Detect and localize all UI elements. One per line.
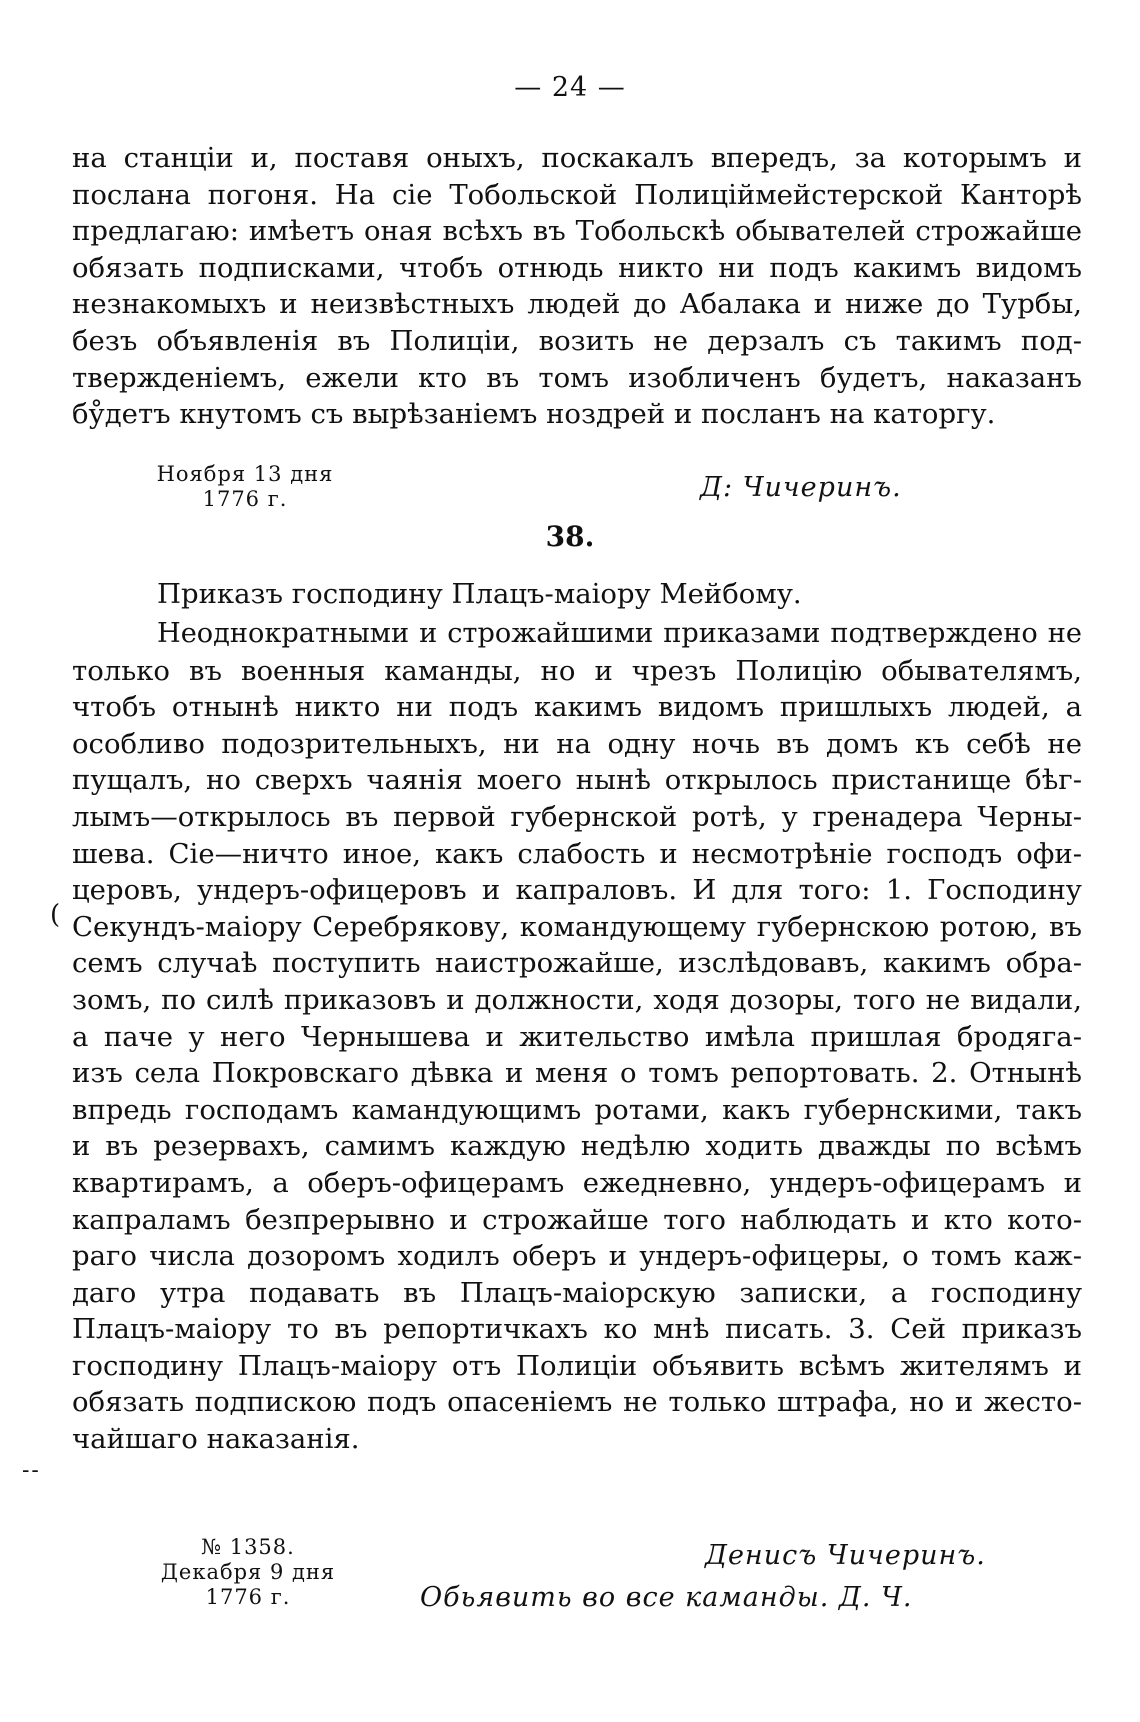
text-line: лымъ—открылось въ первой губернской ротѣ, у гренадера Черны- — [72, 800, 1082, 833]
text-line: чайшаго наказанія. — [72, 1423, 360, 1456]
text-line: раго числа дозоромъ ходилъ оберъ и ундеръ-офицеры, о томъ каж- — [72, 1240, 1082, 1273]
text-line: послана погоня. На сіе Тобольской Полицiймейстерской Канторѣ — [72, 178, 1082, 211]
text-line: особливо подозрительныхъ, ни на одну ночь въ домъ къ себѣ не — [72, 727, 1082, 760]
text-line: чтобъ отнынѣ никто ни подъ какимъ видомъ пришлыхъ людей, а — [72, 691, 1082, 724]
text-line: капраламъ безпрерывно и строжайше того наблюдать и кто кото- — [72, 1203, 1082, 1236]
margin-mark: -- — [22, 1458, 41, 1483]
text-line: Плацъ-маіору то въ репортичкахъ ко мнѣ писать. 3. Сей приказъ — [72, 1313, 1082, 1346]
text-line: изъ села Покровскаго дѣвка и меня о томъ репортовать. 2. Отнынѣ — [72, 1057, 1082, 1090]
date-line: Декабря 9 дня — [160, 1560, 336, 1584]
date-block-2 — [148, 1535, 348, 1610]
date-line: Ноября 13 дня — [156, 462, 334, 486]
text-line: и въ резервахъ, самимъ каждую недѣлю ходить дважды по всѣмъ — [72, 1130, 1082, 1163]
text-line: господину Плацъ-маіору отъ Полиціи объявить всѣмъ жителямъ и — [72, 1349, 1082, 1382]
text-line: Неоднократными и строжайшими приказами подтверждено не — [157, 618, 1082, 649]
text-line: церовъ, ундеръ-офицеровъ и капраловъ. И для того: 1. Господину — [72, 874, 1082, 907]
date-line: 1776 г. — [205, 1585, 291, 1609]
page-number: — 24 — — [514, 72, 626, 103]
text-line: предлагаю: имѣетъ оная всѣхъ въ Тобольскѣ обывателей строжайше — [72, 215, 1082, 248]
text-line: квартирамъ, а оберъ-офицерамъ ежедневно, ундеръ-офицерамъ и — [72, 1166, 1082, 1199]
signature-2: Денисъ Чичеринъ. — [705, 1540, 986, 1571]
text-line: семъ случаѣ поступить наистрожайше, изслѣдовавъ, какимъ обра- — [72, 947, 1082, 980]
text-line: обязать подпискою подъ опасеніемъ не только штрафа, но и жесто- — [72, 1386, 1082, 1419]
text-line: незнакомыхъ и неизвѣстныхъ людей до Абалака и ниже до Турбы, — [72, 288, 1082, 321]
document-number: 38. — [545, 520, 595, 553]
text-line: на станціи и, поставя оныхъ, поскакалъ впередъ, за которымъ и — [72, 142, 1082, 174]
text-line: впредь господамъ камандующимъ ротами, какъ губернскими, такъ — [72, 1093, 1082, 1126]
text-line: твержденіемъ, ежели кто въ томъ изобличенъ будетъ, наказанъ — [72, 361, 1082, 394]
text-line: пущалъ, но сверхъ чаянія моего нынѣ открылось пристанище бѣг- — [72, 764, 1082, 797]
date-block-1 — [150, 462, 340, 512]
text-line: зомъ, по силѣ приказовъ и должности, ходя дозоры, того не видали, — [72, 983, 1082, 1016]
signature-1: Д: Чичеринъ. — [700, 472, 902, 503]
text-line: Секундъ-маіору Серебрякову, командующему губернскою ротою, въ — [72, 910, 1082, 943]
paragraph-2 — [72, 616, 1082, 1458]
resolution-note: Обьявить во все каманды. Д. Ч. — [420, 1582, 913, 1613]
margin-mark: ( — [50, 900, 61, 930]
text-line: безъ объявленія въ Полиціи, возить не дерзалъ съ такимъ под- — [72, 324, 1082, 357]
paragraph-1 — [72, 140, 1082, 433]
text-line: только въ военныя каманды, но и чрезъ Полицію обывателямъ, — [72, 654, 1082, 687]
text-line: даго утра подавать въ Плацъ-маіорскую записки, а господину — [72, 1276, 1082, 1309]
text-line: а паче у него Чернышева и жительство имѣла пришлая бродяга- — [72, 1020, 1082, 1053]
document-title-block — [72, 576, 1082, 613]
date-line: 1776 г. — [202, 487, 288, 511]
text-line: шева. Сіе—ничто иное, какъ слабость и несмотрѣніе господъ офи- — [72, 837, 1082, 870]
document-ref-number: № 1358. — [201, 1535, 295, 1559]
text-line: бу̊детъ кнутомъ съ вырѣзаніемъ ноздрей и посланъ на каторгу. — [72, 398, 996, 431]
text-line: обязать подписками, чтобъ отнюдь никто ни подъ какимъ видомъ — [72, 251, 1082, 284]
document-title: Приказъ господину Плацъ-маіору Мейбому. — [157, 578, 802, 610]
